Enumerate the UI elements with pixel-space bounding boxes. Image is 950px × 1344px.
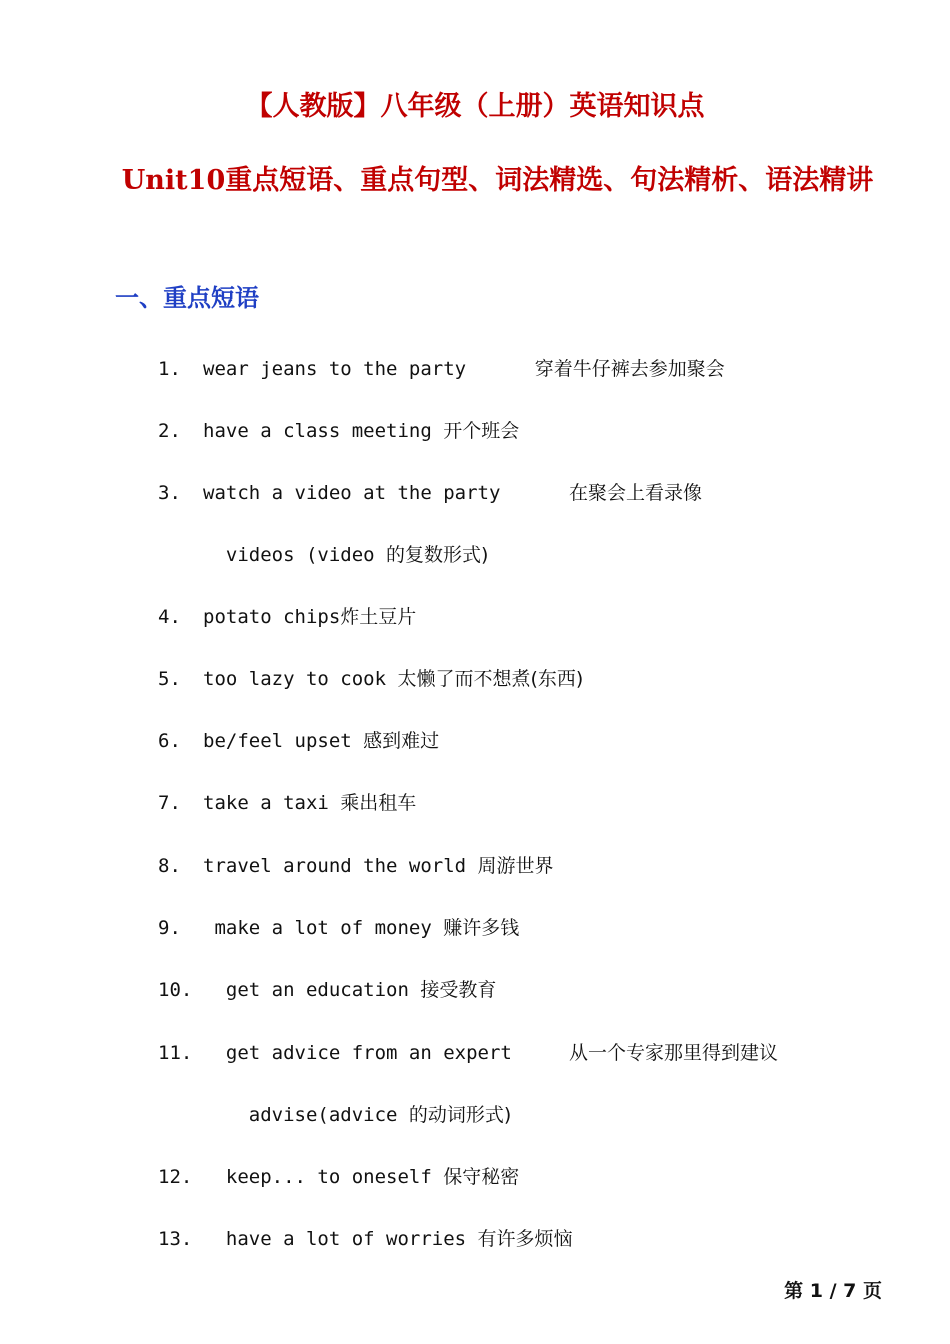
- item-number: 10.: [158, 979, 193, 1001]
- phrase-chinese: 的复数形式): [386, 544, 489, 566]
- list-item: [158, 1224, 573, 1251]
- list-item: [158, 851, 554, 878]
- item-number: 5.: [158, 668, 181, 690]
- phrase-chinese: 感到难过: [363, 730, 440, 752]
- list-item: [158, 478, 702, 505]
- phrase-english: make a lot of money: [203, 917, 444, 939]
- item-number: 6.: [158, 730, 181, 752]
- list-item: [158, 602, 416, 629]
- list-item: [158, 788, 416, 815]
- phrase-english: too lazy to cook: [203, 668, 398, 690]
- phrase-chinese: 太懒了而不想煮(东西): [397, 668, 584, 690]
- phrase-chinese: 穿着牛仔裤去参加聚会: [534, 358, 725, 380]
- page-number: 第 1 / 7 页: [784, 1280, 882, 1302]
- phrase-chinese: 炸土豆片: [340, 606, 417, 628]
- phrase-chinese: 赚许多钱: [443, 917, 520, 939]
- item-number: 13.: [158, 1228, 193, 1250]
- phrase-english: take a taxi: [203, 792, 341, 814]
- item-number: 9.: [158, 917, 181, 939]
- phrase-chinese: 保守秘密: [443, 1166, 520, 1188]
- phrase-english: potato chips: [203, 606, 341, 628]
- list-item-note: [158, 1100, 511, 1127]
- phrase-english: advise(advice: [203, 1104, 409, 1126]
- phrase-chinese: 接受教育: [420, 979, 497, 1001]
- item-number: 11.: [158, 1042, 193, 1064]
- list-item: [158, 913, 519, 940]
- phrase-chinese: 从一个专家那里得到建议: [569, 1042, 779, 1064]
- list-item: [158, 664, 583, 691]
- list-item: [158, 1162, 519, 1189]
- phrase-chinese: 在聚会上看录像: [569, 482, 703, 504]
- phrase-english: have a class meeting: [203, 420, 444, 442]
- phrase-english: get advice from an expert: [203, 1042, 570, 1064]
- item-number: 4.: [158, 606, 181, 628]
- list-item-note: [158, 540, 488, 567]
- phrase-chinese: 周游世界: [477, 855, 554, 877]
- phrase-english: videos (video: [203, 544, 387, 566]
- list-item: [158, 1038, 778, 1065]
- phrase-english: keep... to oneself: [203, 1166, 444, 1188]
- phrase-chinese: 有许多烦恼: [477, 1228, 573, 1250]
- phrase-english: watch a video at the party: [203, 482, 570, 504]
- item-number: 7.: [158, 792, 181, 814]
- phrase-chinese: 的动词形式): [408, 1104, 512, 1126]
- item-number: 8.: [158, 855, 181, 877]
- phrase-english: wear jeans to the party: [203, 358, 535, 380]
- list-item: [158, 726, 439, 753]
- list-item: [158, 354, 725, 381]
- phrase-english: be/feel upset: [203, 730, 364, 752]
- phrase-chinese: 开个班会: [443, 420, 520, 442]
- item-number: 3.: [158, 482, 181, 504]
- item-number: 12.: [158, 1166, 193, 1188]
- document-subtitle: Unit10重点短语、重点句型、词法精选、句法精析、语法精讲: [121, 165, 874, 196]
- phrase-english: get an education: [203, 979, 421, 1001]
- phrase-english: have a lot of worries: [203, 1228, 478, 1250]
- document-title: 【人教版】八年级（上册）英语知识点: [245, 91, 705, 122]
- section-heading-key-phrases: 一、重点短语: [115, 283, 259, 312]
- item-number: 1.: [158, 358, 181, 380]
- list-item: [158, 416, 519, 443]
- phrase-english: travel around the world: [203, 855, 478, 877]
- item-number: 2.: [158, 420, 181, 442]
- list-item: [158, 975, 496, 1002]
- phrase-chinese: 乘出租车: [340, 792, 417, 814]
